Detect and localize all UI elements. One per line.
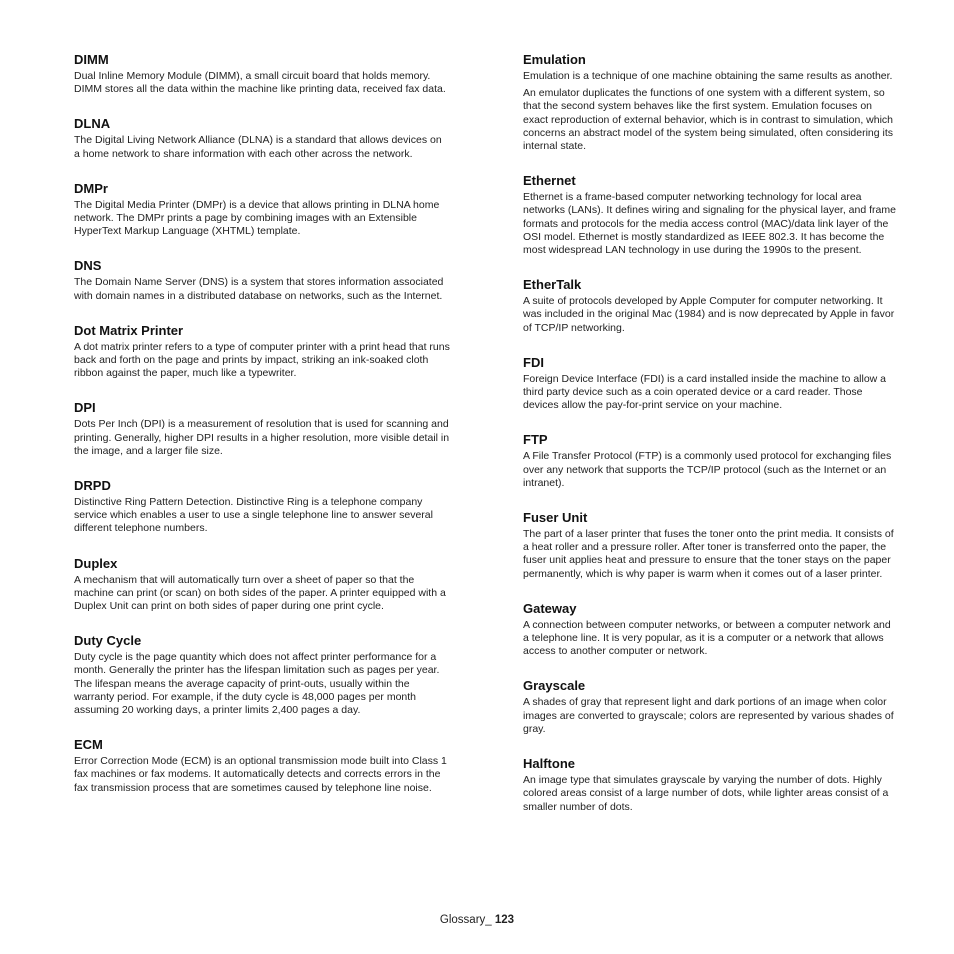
glossary-definition: The part of a laser printer that fuses the toner onto the print media. It consists of a heat roller and a pressure roller. After toner is transferred onto the paper, the fuser unit applies heat and pressure to ensure that the toner stays on the paper permanently, which is why paper is warm when it comes out of a laser printer. xyxy=(523,528,894,580)
glossary-definition: A dot matrix printer refers to a type of computer printer with a print head that runs back and forth on the page and prints by impact, striking an ink-soaked cloth ribbon against the paper, much like a typewriter. xyxy=(74,340,450,380)
glossary-entry xyxy=(74,181,450,239)
glossary-definition: A mechanism that will automatically turn over a sheet of paper so that the machine can print (or scan) on both sides of the paper. A printer equipped with a Duplex Unit can print on both sides of paper during one print cycle. xyxy=(74,573,446,613)
glossary-term: DRPD xyxy=(74,478,111,494)
glossary-definition: A connection between computer networks, or between a computer network and a telephone line. It is very popular, as it is a computer or a network that allows access to another computer or network. xyxy=(523,618,891,658)
glossary-definition: An image type that simulates grayscale by varying the number of dots. Highly colored areas consist of a large number of dots, while lighter areas consist of a smaller number of dots. xyxy=(523,774,889,813)
glossary-definition: The Domain Name Server (DNS) is a system that stores information associated with domain names in a distributed database on networks, such as the Internet. xyxy=(74,276,444,302)
glossary-definition: An emulator duplicates the functions of one system with a different system, so that the second system behaves like the first system. Emulation focuses on exact reproduction of external behavior, which is in contrast to simulation, which concerns an abstract model of the system being simulated, often considering its internal state. xyxy=(523,87,894,153)
glossary-entry xyxy=(523,173,897,257)
glossary-term: Duty Cycle xyxy=(74,633,142,649)
glossary-term: Emulation xyxy=(523,52,586,67)
glossary-definition: A File Transfer Protocol (FTP) is a commonly used protocol for exchanging files over any network that supports the TCP/IP protocol (such as the Internet or an intranet). xyxy=(523,450,892,489)
glossary-term: DNS xyxy=(74,258,102,274)
glossary-entry xyxy=(74,400,450,458)
glossary-term: Ethernet xyxy=(523,173,576,189)
glossary-entry xyxy=(74,116,450,160)
glossary-entry xyxy=(74,258,450,302)
footer-label: Glossary_ xyxy=(439,914,492,926)
glossary-definition: Dots Per Inch (DPI) is a measurement of resolution that is used for scanning and printing. Generally, higher DPI results in a higher resolution, more visible detail in the image, and a larger file size. xyxy=(74,418,450,457)
glossary-entry xyxy=(74,556,450,614)
glossary-definition: Distinctive Ring Pattern Detection. Distinctive Ring is a telephone company service which enables a user to use a single telephone line to answer several different telephone numbers. xyxy=(74,496,433,535)
glossary-right-column xyxy=(523,52,897,834)
glossary-term: ECM xyxy=(74,737,103,753)
glossary-definition: A suite of protocols developed by Apple Computer for computer networking. It was included in the original Mac (1984) and is now deprecated by Apple in favor of TCP/IP networking. xyxy=(523,295,895,334)
glossary-definition: Foreign Device Interface (FDI) is a card installed inside the machine to allow a third party device such as a coin operated device or a card reader. Those devices allow the pay-for-print service on your machine. xyxy=(523,372,886,412)
glossary-definition: Error Correction Mode (ECM) is an optional transmission mode built into Class 1 fax machines or fax modems. It automatically detects and corrects errors in the fax transmission process that are sometimes caused by telephone line noise. xyxy=(74,755,447,794)
glossary-definition: The Digital Media Printer (DMPr) is a device that allows printing in DLNA home network. The DMPr prints a page by combining images with an Extensible HyperText Markup Language (XHTML) template. xyxy=(74,198,440,238)
glossary-term: Dot Matrix Printer xyxy=(74,322,184,338)
glossary-entry xyxy=(523,52,897,153)
glossary-entry xyxy=(74,737,450,795)
glossary-definition: Dual Inline Memory Module (DIMM), a small circuit board that holds memory. DIMM stores all the data within the machine like printing data, received fax data. xyxy=(74,70,446,96)
page-footer xyxy=(0,914,954,926)
glossary-entry xyxy=(523,678,897,736)
glossary-term: DPI xyxy=(74,400,96,416)
glossary-term: Grayscale xyxy=(523,678,586,694)
glossary-term: Fuser Unit xyxy=(523,510,588,526)
glossary-entry xyxy=(523,510,897,581)
glossary-term: DMPr xyxy=(74,180,108,196)
glossary-entry xyxy=(74,478,450,536)
glossary-definition: Emulation is a technique of one machine obtaining the same results as another. xyxy=(523,70,893,82)
glossary-term: FDI xyxy=(523,354,544,370)
glossary-term: Duplex xyxy=(74,555,118,571)
glossary-term: Gateway xyxy=(523,600,577,616)
glossary-entry xyxy=(523,756,897,814)
glossary-entry xyxy=(523,601,897,659)
glossary-definition: Ethernet is a frame-based computer networking technology for local area networks (LANs). It defines wiring and signaling for the physical layer, and frame formats and protocols for the media access control (MAC)/data link layer of the OSI model. Ethernet is mostly standardized as IEEE 802.3. It has become the most widespread LAN technology in use during the 1990s to the present. xyxy=(523,191,896,257)
glossary-entry xyxy=(74,323,450,381)
glossary-term: Halftone xyxy=(523,756,575,772)
glossary-definition: The Digital Living Network Alliance (DLNA) is a standard that allows devices on a home network to share information with each other across the network. xyxy=(74,134,442,160)
glossary-entry xyxy=(74,633,450,717)
glossary-entry xyxy=(523,355,897,413)
glossary-term: DIMM xyxy=(74,52,109,67)
glossary-term: EtherTalk xyxy=(523,277,582,293)
glossary-definition: Duty cycle is the page quantity which does not affect printer performance for a month. Generally the printer has the lifespan limitation such as pages per year. The lifespan means the average capacity of print-outs, usually within the warranty period. For example, if the duty cycle is 48,000 pages per month assuming 20 working days, a printer limits 2,400 pages a day. xyxy=(74,651,440,717)
glossary-term: FTP xyxy=(523,432,548,448)
glossary-left-column xyxy=(74,52,450,815)
glossary-definition: A shades of gray that represent light and dark portions of an image when color images are converted to grayscale; colors are represented by various shades of gray. xyxy=(523,696,894,735)
glossary-term: DLNA xyxy=(74,116,111,132)
glossary-entry xyxy=(523,432,897,490)
glossary-entry xyxy=(74,52,450,96)
glossary-entry xyxy=(523,277,897,335)
page-number: 123 xyxy=(494,914,515,926)
